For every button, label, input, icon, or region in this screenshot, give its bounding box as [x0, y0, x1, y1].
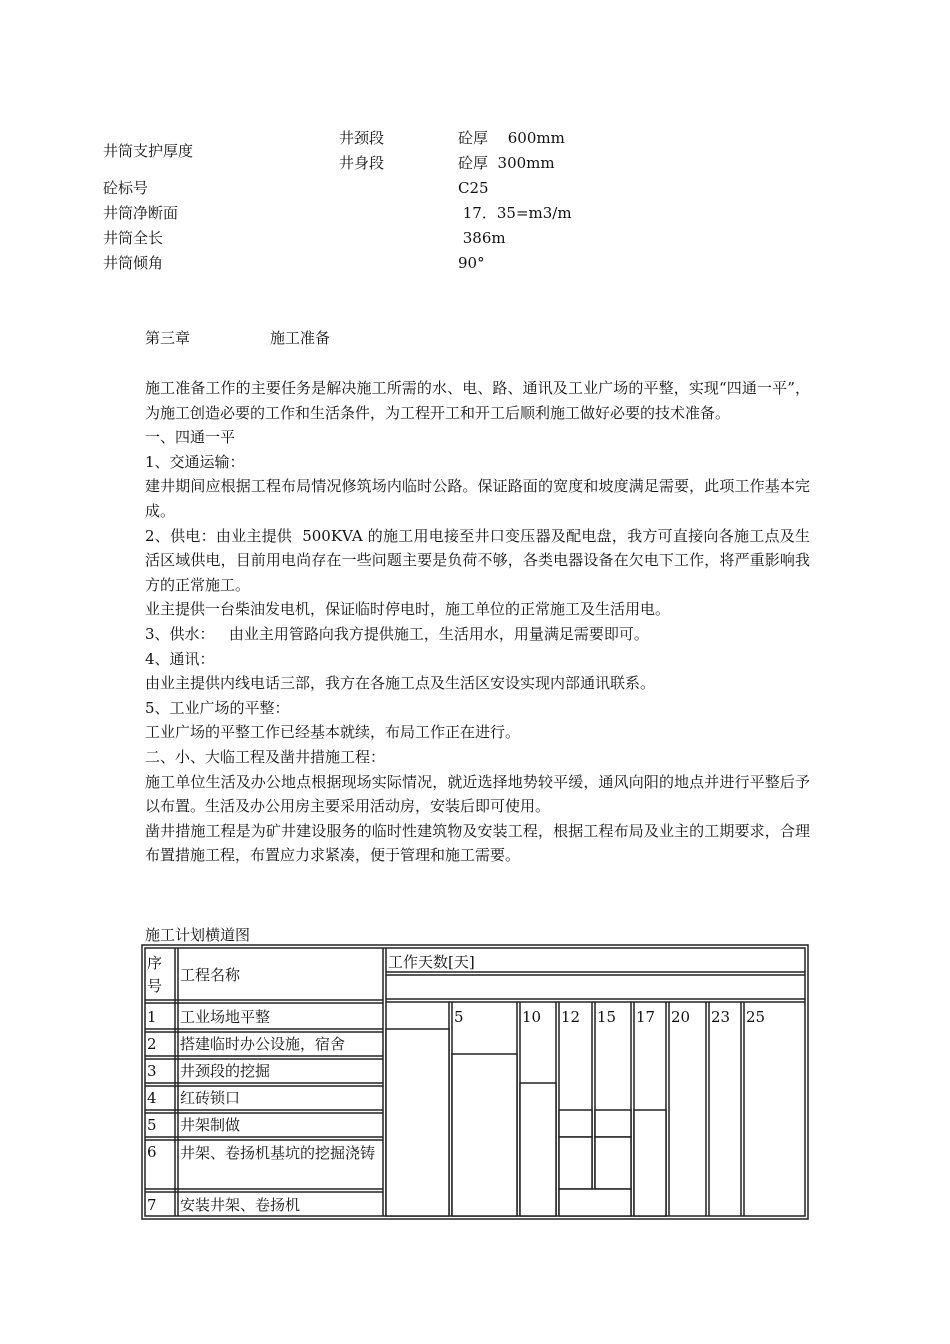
col-name-header: 工程名称 — [180, 966, 241, 984]
gantt-bar — [634, 1110, 666, 1216]
col-seq-text: 序号 — [147, 954, 163, 995]
gantt-bar — [559, 1189, 631, 1216]
net-section-label: 井筒净断面 — [103, 204, 179, 222]
paragraph: 业主提供一台柴油发电机，保证临时停电时，施工单位的正常施工及生活用电。 — [145, 600, 671, 619]
paragraph: 1、交通运输： — [145, 452, 245, 471]
body-label: 井身段 — [339, 154, 385, 172]
neck-label: 井颈段 — [339, 129, 385, 147]
row-name: 井架、卷扬机基坑的挖掘浇铸 — [180, 1144, 376, 1162]
day-mark: 15 — [597, 1008, 617, 1026]
gantt-bar — [452, 1054, 517, 1216]
concrete-grade-value: C25 — [458, 179, 489, 197]
paragraph: 凿井措施工程是为矿井建设服务的临时性建筑物及安装工程，根据工程布局及业主的工期要求，合理布置措施工程，布置应力求紧凑，便于管理和施工需要。 — [145, 821, 810, 865]
col-seq-header — [147, 952, 171, 998]
gantt-bar — [386, 1029, 449, 1216]
paragraph: 施工准备工作的主要任务是解决施工所需的水、电、路、通讯及工业广场的平整，实现“四通一平”，为施工创造必要的工作和生活条件，为工程开工和开工后顺利施工做好必要的技术准备。 — [145, 379, 810, 422]
support-thickness-label: 井筒支护厚度 — [103, 142, 194, 160]
inclination-value: 90° — [458, 254, 485, 272]
day-mark: 25 — [746, 1008, 766, 1026]
chapter-title: 施工准备 — [270, 329, 331, 347]
gantt-caption: 施工计划横道图 — [145, 926, 251, 944]
paragraph: 由业主提供内线电话三部，我方在各施工点及生活区安设实现内部通讯联系。 — [145, 674, 656, 693]
col-days-header: 工作天数[天] — [388, 953, 475, 971]
row-seq: 2 — [147, 1035, 157, 1053]
day-mark: 10 — [522, 1008, 542, 1026]
day-mark: 17 — [636, 1008, 656, 1026]
row-seq: 4 — [147, 1089, 157, 1107]
row-name: 搭建临时办公设施，宿舍 — [180, 1035, 346, 1053]
row-seq: 7 — [147, 1196, 157, 1214]
day-mark: 20 — [671, 1008, 691, 1026]
row-seq: 3 — [147, 1062, 157, 1080]
day-mark: 12 — [561, 1008, 581, 1026]
paragraph: 4、通讯： — [145, 649, 215, 668]
row-name: 工业场地平整 — [180, 1008, 271, 1026]
row-name: 红砖锁口 — [180, 1089, 241, 1107]
gantt-bar — [520, 1083, 556, 1216]
paragraph: 2、供电：由业主提供 500KVA 的施工用电接至井口变压器及配电盘，我方可直接向各施工点及生活区域供电，目前用电尚存在一些问题主要是负荷不够，各类电器设备在欠电下工作，将严重影响我方的正常施工。 — [145, 526, 810, 594]
day-mark: 23 — [711, 1008, 731, 1026]
paragraph: 施工单位生活及办公地点根据现场实际情况，就近选择地势较平缓，通风向阳的地点并进行平整后予以布置。生活及办公用房主要采用活动房，安装后即可使用。 — [145, 772, 810, 816]
gantt-bar — [559, 1110, 592, 1137]
row-seq: 6 — [147, 1143, 157, 1161]
total-length-label: 井筒全长 — [103, 229, 164, 247]
body-text — [145, 376, 810, 868]
row-seq: 1 — [147, 1008, 157, 1026]
row-name: 安装井架、卷扬机 — [180, 1196, 301, 1214]
paragraph: 5、工业广场的平整： — [145, 698, 290, 717]
paragraph: 二、小、大临工程及凿井措施工程： — [145, 747, 386, 766]
day-mark: 5 — [454, 1008, 464, 1026]
row-name: 井架制做 — [180, 1116, 241, 1134]
chapter-number: 第三章 — [145, 329, 191, 347]
gantt-bar — [595, 1137, 631, 1189]
concrete-grade-label: 砼标号 — [103, 179, 149, 197]
paragraph: 3、供水： 由业主用管路向我方提供施工，生活用水，用量满足需要即可。 — [145, 624, 649, 643]
paragraph: 工业广场的平整工作已经基本就续，布局工作正在进行。 — [145, 723, 521, 742]
row-name: 井颈段的挖掘 — [180, 1062, 271, 1080]
paragraph: 建井期间应根据工程布局情况修筑场内临时公路。保证路面的宽度和坡度满足需要，此项工作基本完成。 — [145, 477, 810, 520]
body-value: 砼厚 300mm — [458, 154, 555, 172]
inclination-label: 井筒倾角 — [103, 254, 164, 272]
gantt-bar — [595, 1110, 631, 1137]
gantt-bar — [559, 1137, 592, 1189]
total-length-value: 386m — [458, 229, 506, 247]
row-seq: 5 — [147, 1116, 157, 1134]
paragraph: 一、四通一平 — [145, 428, 236, 447]
neck-value: 砼厚 600mm — [458, 129, 565, 147]
net-section-value: 17．35=m3/m — [458, 204, 572, 222]
